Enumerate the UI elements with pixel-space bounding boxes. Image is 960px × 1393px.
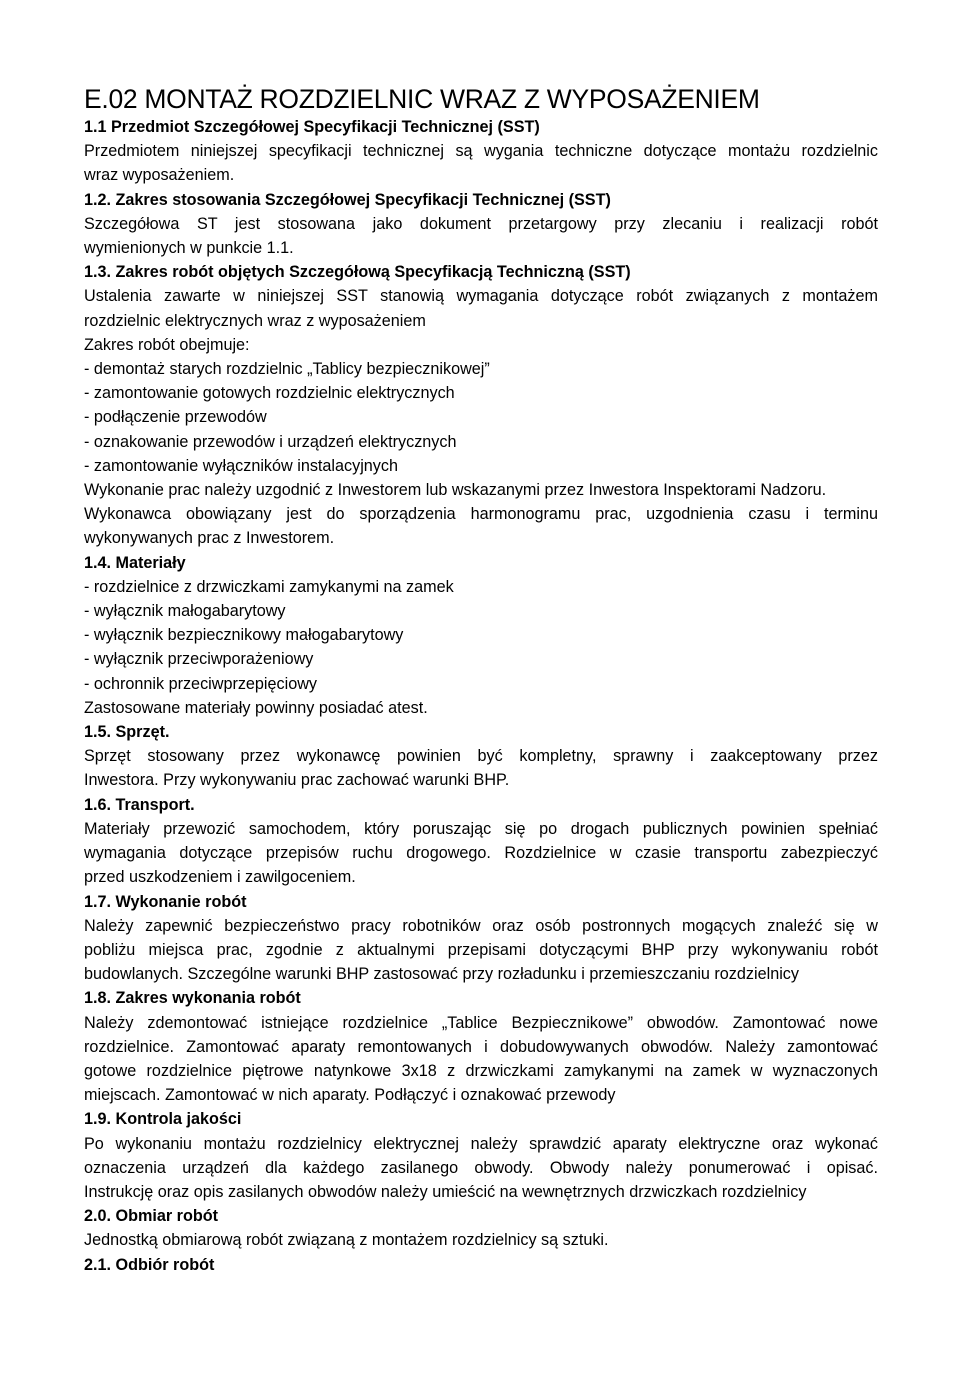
document-body xyxy=(84,115,878,1277)
section xyxy=(84,260,878,550)
paragraph-line: wraz wyposażeniem. xyxy=(84,166,235,185)
paragraph-line: - ochronnik przeciwprzepięciowy xyxy=(84,674,318,693)
paragraph-line: Należy zapewnić bezpieczeństwo pracy robotników oraz osób postronnych mogących znaleźć się w xyxy=(84,916,878,935)
paragraph-line: wykonywanych prac z Inwestorem. xyxy=(84,529,335,548)
paragraph-line: - podłączenie przewodów xyxy=(84,408,267,427)
paragraph-line: rozdzielnic elektrycznych wraz z wyposażeniem xyxy=(84,311,426,330)
paragraph-line: oznaczenia urządzeń dla każdego zasilanego obwody. Obwody należy ponumerować i opisać. xyxy=(84,1158,878,1177)
paragraph-line: Szczegółowa ST jest stosowana jako dokument przetargowy przy zlecaniu i realizacji robót xyxy=(84,214,878,233)
paragraph-line: - demontaż starych rozdzielnic „Tablicy bezpiecznikowej” xyxy=(84,360,490,379)
paragraph-line: Wykonawca obowiązany jest do sporządzenia harmonogramu prac, uzgodnienia czasu i terminu xyxy=(84,505,878,524)
paragraph-line: wymagania dotyczące przepisów ruchu drogowego. Rozdzielnice w czasie transportu zabezpieczyć xyxy=(84,844,878,863)
section-heading: 1.9. Kontrola jakości xyxy=(84,1110,242,1129)
section-heading: 1.2. Zakres stosowania Szczegółowej Specyfikacji Technicznej (SST) xyxy=(84,190,611,209)
section xyxy=(84,188,878,261)
section xyxy=(84,551,878,720)
paragraph-line: przed uszkodzeniem i zawilgoceniem. xyxy=(84,868,356,887)
section xyxy=(84,1253,878,1277)
section xyxy=(84,1204,878,1252)
paragraph-line: Sprzęt stosowany przez wykonawcę powinien być kompletny, sprawny i zaakceptowany przez xyxy=(84,747,878,766)
section-heading: 1.4. Materiały xyxy=(84,553,186,572)
paragraph-line: - oznakowanie przewodów i urządzeń elektrycznych xyxy=(84,432,457,451)
section-heading: 1.5. Sprzęt. xyxy=(84,723,170,742)
paragraph-line: - zamontowanie wyłączników instalacyjnych xyxy=(84,456,398,475)
section-heading: 1.3. Zakres robót objętych Szczegółową Specyfikacją Techniczną (SST) xyxy=(84,263,631,282)
paragraph-line: - wyłącznik bezpiecznikowy małogabarytowy xyxy=(84,626,404,645)
paragraph-line: Przedmiotem niniejszej specyfikacji technicznej są wygania techniczne dotyczące montażu rozdzielnic xyxy=(84,142,878,161)
paragraph-line: Instrukcję oraz opis zasilanych obwodów należy umieścić na wewnętrznych drzwiczkach rozdzielnicy xyxy=(84,1182,807,1201)
section-heading: 1.8. Zakres wykonania robót xyxy=(84,989,301,1008)
paragraph-line: Należy zdemontować istniejące rozdzielnice „Tablice Bezpiecznikowe” obwodów. Zamontować nowe xyxy=(84,1013,878,1032)
paragraph-line: Zastosowane materiały powinny posiadać atest. xyxy=(84,698,428,717)
paragraph-line: wymienionych w punkcie 1.1. xyxy=(84,239,294,258)
section xyxy=(84,890,878,987)
paragraph-line: pobliżu miejsca prac, zgodnie z aktualnymi przepisami dotyczącymi BHP przy wykonywaniu robót xyxy=(84,940,878,959)
section-heading: 1.6. Transport. xyxy=(84,795,195,814)
paragraph-line: Po wykonaniu montażu rozdzielnicy elektrycznej należy sprawdzić aparaty elektryczne oraz wykonać xyxy=(84,1134,878,1153)
paragraph-line: - wyłącznik małogabarytowy xyxy=(84,602,286,621)
section xyxy=(84,115,878,188)
paragraph-line: Inwestora. Przy wykonywaniu prac zachować warunki BHP. xyxy=(84,771,510,790)
paragraph-line: - rozdzielnice z drzwiczkami zamykanymi na zamek xyxy=(84,577,454,596)
paragraph-line: - wyłącznik przeciwporażeniowy xyxy=(84,650,314,669)
paragraph-line: - zamontowanie gotowych rozdzielnic elektrycznych xyxy=(84,384,455,403)
paragraph-line: Wykonanie prac należy uzgodnić z Inwestorem lub wskazanymi przez Inwestora Inspektorami Nadzoru. xyxy=(84,481,827,500)
section-heading: 2.1. Odbiór robót xyxy=(84,1255,215,1274)
section xyxy=(84,1107,878,1204)
section-heading: 1.7. Wykonanie robót xyxy=(84,892,247,911)
section-heading: 2.0. Obmiar robót xyxy=(84,1207,219,1226)
paragraph-line: Materiały przewozić samochodem, który poruszając się po drogach publicznych powinien spełniać xyxy=(84,819,878,838)
paragraph-line: Jednostką obmiarową robót związaną z montażem rozdzielnicy są sztuki. xyxy=(84,1231,609,1250)
section xyxy=(84,986,878,1107)
paragraph-line: budowlanych. Szczególne warunki BHP zastosować przy rozładunku i przemieszczaniu rozdzielnicy xyxy=(84,965,799,984)
paragraph-line: gotowe rozdzielnice piętrowe natynkowe 3x18 z drzwiczkami zamykanymi na zamek w wyznaczonych xyxy=(84,1061,878,1080)
paragraph-line: Ustalenia zawarte w niniejszej SST stanowią wymagania dotyczące robót związanych z montażem xyxy=(84,287,878,306)
section-heading: 1.1 Przedmiot Szczegółowej Specyfikacji Technicznej (SST) xyxy=(84,118,540,136)
document-page xyxy=(84,82,878,1277)
section xyxy=(84,720,878,793)
section xyxy=(84,793,878,890)
paragraph-line: Zakres robót obejmuje: xyxy=(84,335,250,354)
paragraph-line: miejscach. Zamontować w nich aparaty. Podłączyć i oznakować przewody xyxy=(84,1086,616,1105)
paragraph-line: rozdzielnice. Zamontować aparaty remontowanych i dobudowywanych obwodów. Należy zamontować xyxy=(84,1037,878,1056)
document-title: E.02 MONTAŻ ROZDZIELNIC WRAZ Z WYPOSAŻENIEM xyxy=(84,84,760,114)
